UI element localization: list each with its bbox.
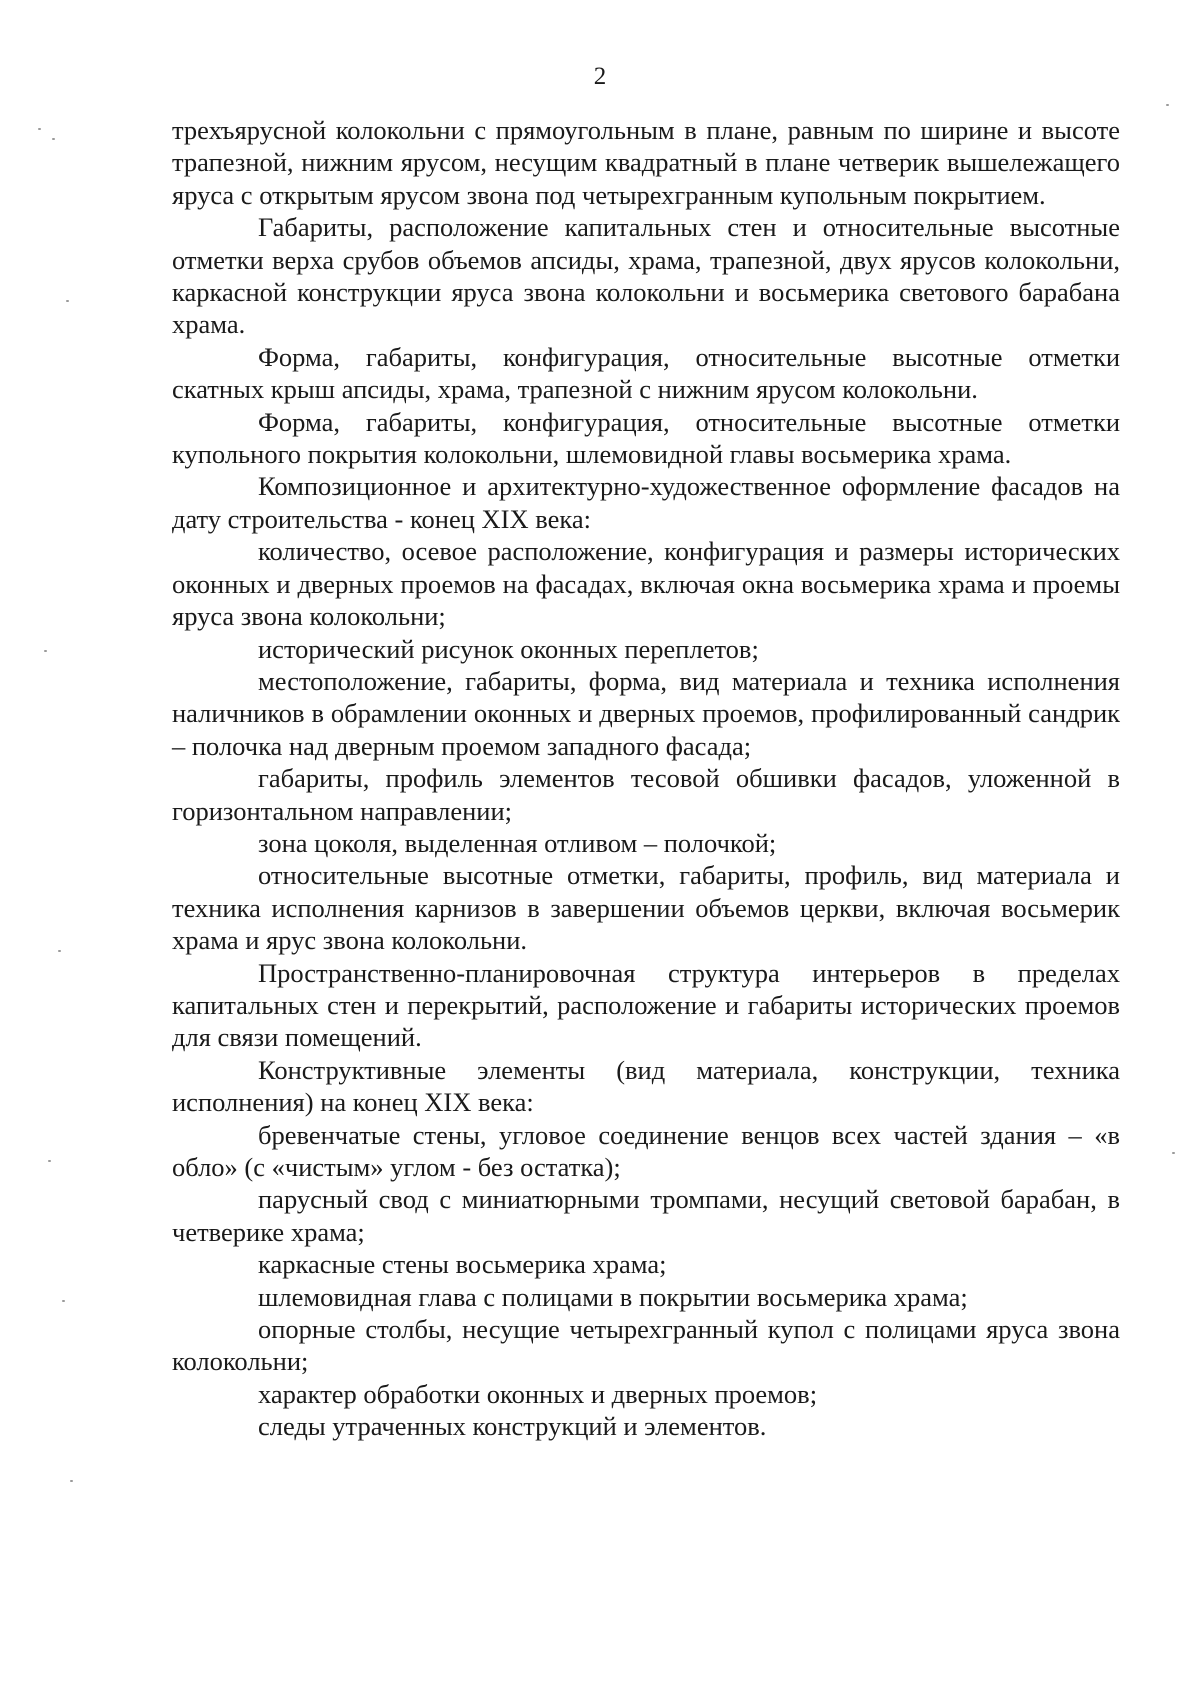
scan-speck bbox=[44, 650, 47, 652]
paragraph: Форма, габариты, конфигурация, относительные высотные отметки купольного покрытия колокольни, шлемовидной главы восьмерика храма. bbox=[172, 406, 1120, 470]
scan-speck bbox=[70, 1480, 73, 1482]
list-item: следы утраченных конструкций и элементов. bbox=[258, 1411, 767, 1442]
list-item: исторический рисунок оконных переплетов; bbox=[258, 633, 759, 664]
list-item: габариты, профиль элементов тесовой обшивки фасадов, уложенной в горизонтальном направлении; bbox=[172, 763, 1120, 826]
scan-speck bbox=[58, 950, 61, 952]
paragraph: Композиционное и архитектурно-художественное оформление фасадов на дату строительства - конец XIX века: bbox=[172, 471, 1120, 534]
scan-speck bbox=[62, 1300, 65, 1302]
paragraph: Форма, габариты, конфигурация, относительные высотные отметки скатных крыш апсиды, храма, трапезной с нижним ярусом колокольни. bbox=[172, 341, 1120, 405]
scan-speck bbox=[48, 1160, 51, 1162]
scan-speck bbox=[52, 138, 55, 140]
paragraph: Конструктивные элементы (вид материала, конструкции, техника исполнения) на конец XIX века: bbox=[172, 1054, 1120, 1118]
list-item: каркасные стены восьмерика храма; bbox=[258, 1249, 667, 1280]
list-item: характер обработки оконных и дверных проемов; bbox=[258, 1378, 818, 1409]
scan-speck bbox=[38, 128, 41, 130]
list-item: опорные столбы, несущие четырехгранный купол с полицами яруса звона колокольни; bbox=[172, 1314, 1120, 1377]
list-item: бревенчатые стены, угловое соединение венцов всех частей здания – «в обло» (с «чистым» углом - без остатка); bbox=[172, 1119, 1120, 1182]
scan-speck bbox=[66, 300, 69, 302]
list-item: зона цоколя, выделенная отливом – полочкой; bbox=[258, 827, 777, 858]
list-item: парусный свод с миниатюрными тромпами, несущий световой барабан, в четверике храма; bbox=[172, 1184, 1120, 1247]
scan-speck bbox=[1166, 104, 1169, 106]
list-item: относительные высотные отметки, габариты, профиль, вид материала и техника исполнения карнизов в завершении объемов церкви, включая восьмерик храма и ярус звона колокольни. bbox=[172, 860, 1120, 956]
document-body bbox=[172, 114, 1120, 1443]
paragraph: Габариты, расположение капитальных стен и относительные высотные отметки верха срубов объемов апсиды, храма, трапезной, двух ярусов колокольни, каркасной конструкции яруса звона колокольни и восьмерика светового барабана храма. bbox=[172, 212, 1120, 340]
list-item: шлемовидная глава с полицами в покрытии восьмерика храма; bbox=[258, 1281, 968, 1312]
paragraph: трехъярусной колокольни с прямоугольным в плане, равным по ширине и высоте трапезной, нижним ярусом, несущим квадратный в плане четверик вышележащего яруса с открытым ярусом звона под четырехгранным купольным покрытием. bbox=[172, 115, 1120, 210]
page-number: 2 bbox=[593, 63, 607, 90]
scan-speck bbox=[1172, 1152, 1175, 1154]
list-item: количество, осевое расположение, конфигурация и размеры исторических оконных и дверных проемов на фасадах, включая окна восьмерика храма и проемы яруса звона колокольни; bbox=[172, 536, 1120, 632]
paragraph: Пространственно-планировочная структура интерьеров в пределах капитальных стен и перекрытий, расположение и габариты исторических проемов для связи помещений. bbox=[172, 957, 1120, 1053]
list-item: местоположение, габариты, форма, вид материала и техника исполнения наличников в обрамлении оконных и дверных проемов, профилированный сандрик – полочка над дверным проемом западного фасада; bbox=[172, 665, 1120, 761]
